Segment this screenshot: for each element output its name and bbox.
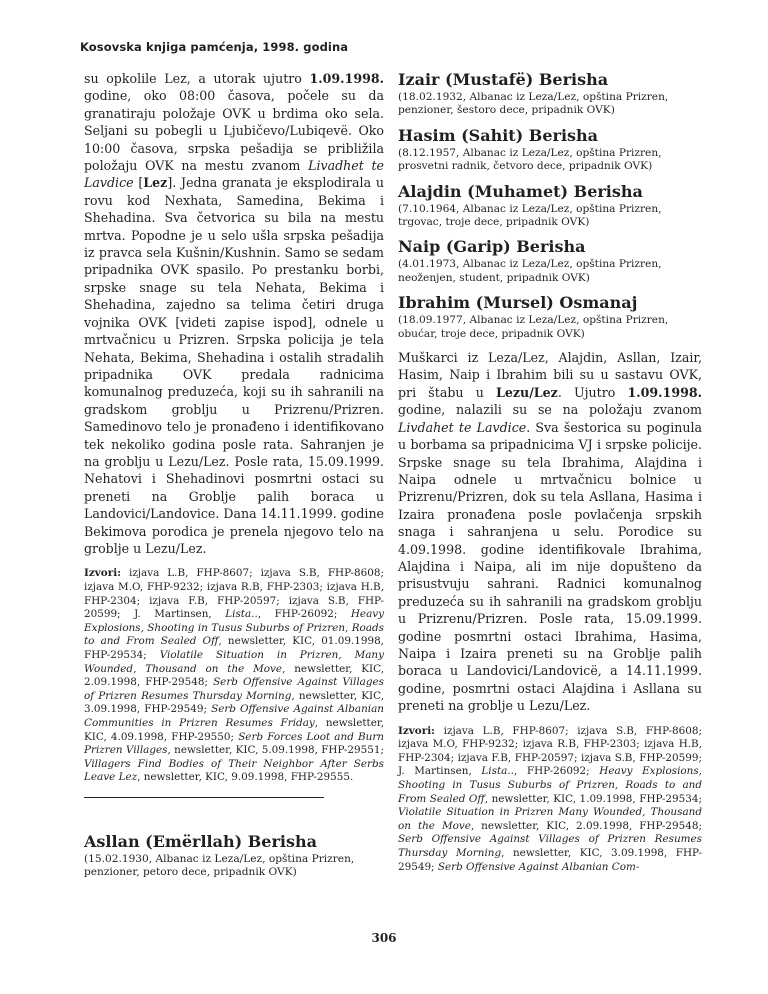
- right-sources: Izvori: izjava L.B, FHP-8607; izjava S.B, FHP-8608; izjava M.O, FHP-9232; izjava R.B, FHP-2303; izjava H.B, FHP-2304; izjava F.B, FHP-20597; izjava S.B, FHP-20599; J. Martinsen, Lista.., FHP-26092; Heavy Explosions, Shooting in Tusus Suburbs of Prizren, Roads to and From Sealed Off, newsletter, KIC, 1.09.1998, FHP-29534; Violatile Situation in Prizren Many Wounded, Thousand on the Move, newsletter, KIC, 2.09.1998, FHP-29548; Serb Offensive Against Villages of Prizren Resumes Thursday Morning, newsletter, KIC, 3.09.1998, FHP-29549; Serb Offensive Against Albanian Com-: [398, 724, 702, 873]
- left-sources: Izvori: izjava L.B, FHP-8607; izjava S.B, FHP-8608; izjava M.O, FHP-9232; izjava R.B, FHP-2303; izjava H.B, FHP-2304; izjava F.B, FHP-20597; izjava S.B, FHP-20599; J. Martinsen, Lista.., FHP-26092; Heavy Explosions, Shooting in Tusus Suburbs of Prizren, Roads to and From Sealed Off, newsletter, KIC, 01.09.1998, FHP-29534; Violatile Situation in Prizren, Many Wounded, Thousand on the Move, newsletter, KIC, 2.09.1998, FHP-29548; Serb Offensive Against Villages of Prizren Resumes Thursday Morning, newsletter, KIC, 3.09.1998, FHP-29549; Serb Offensive Against Albanian Communities in Prizren Resumes Friday, newsletter, KIC, 4.09.1998, FHP-29550; Serb Forces Loot and Burn Prizren Villages, newsletter, KIC, 5.09.1998, FHP-29551; Villagers Find Bodies of Their Neighbor After Serbs Leave Lez, newsletter, KIC, 9.09.1998, FHP-29555.: [84, 567, 385, 784]
- victim-details: (18.09.1977, Albanac iz Leza/Lez, opština Prizren, obućar, troje dece, pripadnik OVK): [398, 314, 669, 340]
- victim-entry: [398, 126, 702, 174]
- victim-details: (4.01.1973, Albanac iz Leza/Lez, opština Prizren, neoženjen, student, pripadnik OVK): [398, 258, 662, 284]
- victim-entry: [398, 182, 702, 230]
- victim-entry: [398, 293, 702, 341]
- page-number: 306: [371, 931, 397, 945]
- section-divider: [84, 797, 324, 798]
- victim-name: Alajdin (Muhamet) Berisha: [398, 181, 643, 201]
- victim-name: Asllan (Emërllah) Berisha: [84, 831, 317, 851]
- right-column: [398, 70, 702, 874]
- left-body-paragraph: su opkolile Lez, a utorak ujutro 1.09.1998. godine, oko 08:00 časova, počele su da granatiraju položaje OVK u brdima oko sela. Seljani su pobegli u Ljubičevo/Lubiqevë. Oko 10:00 časova, srpska pešadija se približila položaju OVK na mestu zvanom Livadhet te Lavdice [Lez]. Jedna granata je eksplodirala u rovu kod Nexhata, Samedina, Bekima i Shehadina. Sva četvorica su bila na mestu mrtva. Popodne je u selo ušla srpska pešadija iz pravca sela Kušnin/Kushnin. Samo se sedam pripadnika OVK spasilo. Po prestanku borbi, srpske snage su tela Nehata, Bekima i Shehadina, zajedno sa telima četiri druga vojnika OVK [videti zapise ispod], odnele u mrtvačnicu u Prizren. Srpska policija je tela Nehata, Bekima, Shehadina i ostalih stradalih pripadnika OVK predala radnicima komunalnog preduzeća, koji su ih sahranili na gradskom groblju u Prizrenu/Prizren. Samedinovo telo je pronađeno i identifikovano tek nekoliko godina posle rata. Sahranjen je na groblju u Lezu/Lez. Posle rata, 15.09.1999. Nehatovi i Shehadinovi posmrtni ostaci su preneti na Groblje palih boraca u Landovici/Landovice. Dana 14.11.1999. godine Bekimova porodica je prenela njegovo telo na groblje u Lezu/Lez.: [84, 71, 385, 556]
- victim-entry: [84, 832, 384, 880]
- sources-label: Izvori:: [84, 567, 121, 580]
- left-column: [84, 70, 384, 888]
- victim-details: (18.02.1932, Albanac iz Leza/Lez, opština Prizren, penzioner, šestoro dece, pripadnik OVK): [398, 91, 669, 117]
- victim-details: (7.10.1964, Albanac iz Leza/Lez, opština Prizren, trgovac, troje dece, pripadnik OVK): [398, 202, 662, 229]
- victim-name: Naip (Garip) Berisha: [398, 237, 586, 257]
- victim-entry: [398, 70, 702, 118]
- victim-entry: [398, 237, 702, 285]
- victim-name: Izair (Mustafë) Berisha: [398, 70, 609, 89]
- victim-details: (15.02.1930, Albanac iz Leza/Lez, opština Prizren, penzioner, petoro dece, pripadnik OVK): [84, 852, 355, 879]
- victim-name: Hasim (Sahit) Berisha: [398, 125, 599, 145]
- sources-label: Izvori:: [398, 724, 435, 737]
- running-header: Kosovska knjiga pamćenja, 1998. godina: [80, 40, 349, 54]
- victim-name: Ibrahim (Mursel) Osmanaj: [398, 293, 638, 313]
- victim-details: (8.12.1957, Albanac iz Leza/Lez, opština Prizren, prosvetni radnik, četvoro dece, pripadnik OVK): [398, 146, 662, 173]
- right-body-paragraph: Muškarci iz Leza/Lez, Alajdin, Asllan, Izair, Hasim, Naip i Ibrahim bili su u sastavu OVK, pri štabu u Lezu/Lez. Ujutro 1.09.1998. godine, nalazili su se na položaju zvanom Livdahet te Lavdice. Sva šestorica su poginula u borbama sa pripadnicima VJ i srpske policije. Srpske snage su tela Ibrahima, Alajdina i Naipa odnele u mrtvačnicu bolnice u Prizrenu/Prizren, dok su tela Asllana, Hasima i Izaira pronađena posle povlačenja srpskih snaga i sahranjena u selu. Porodice su 4.09.1998. godine identifikovale Ibrahima, Alajdina i Naipa, ali im nije dopušteno da prisustvuju sahrani. Radnici komunalnog preduzeća su ih sahranili na gradskom groblju u Prizrenu/Prizren. Posle rata, 15.09.1999. godine posmrtni ostaci Ibrahima, Hasima, Naipa i Izaira preneti su na Groblje palih boraca u Landovici/Landovicë, a 14.11.1999. godine, posmrtni ostaci Alajdina i Asllana su preneti na groblje u Lezu/Lez.: [398, 350, 702, 714]
